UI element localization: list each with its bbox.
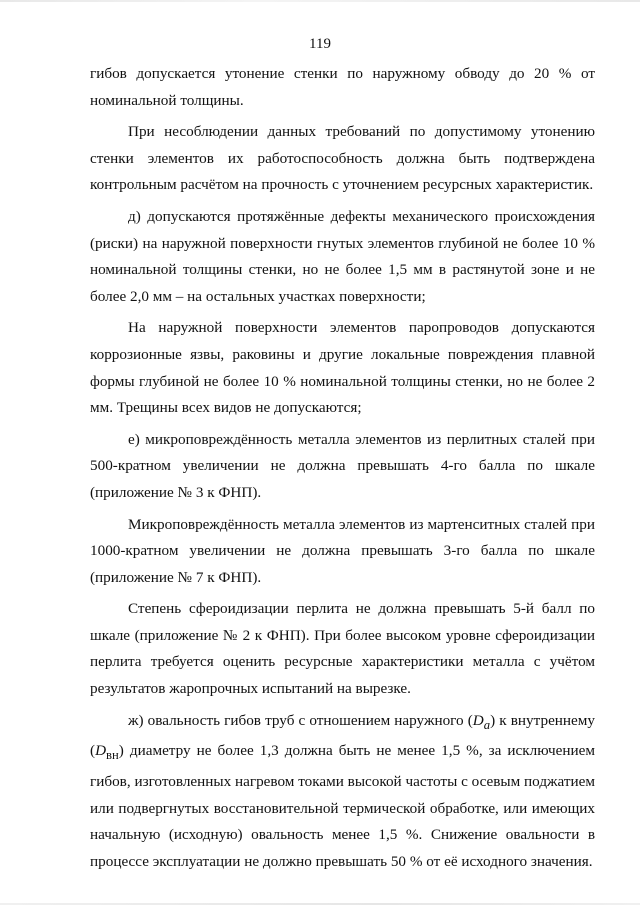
inner-diameter-subscript: вн <box>106 748 119 763</box>
body-text <box>90 61 595 880</box>
paragraph-item-e-pearlitic-microdamage: е) микроповреждённость металла элементов из перлитных сталей при 500-кратном увеличении не должна превышать 4-го балла по шкале (приложение № 3 к ФНП). <box>90 430 595 501</box>
inner-diameter-symbol: D <box>95 742 107 760</box>
paragraph-pearlite-spheroidization: Степень сфероидизации перлита не должна превышать 5-й балл по шкале (приложение № 2 к ФНП). При более высоком уровне сфероидизации перлита требуется оценить ресурсные характеристики металла с учётом результатов жаропрочных испытаний на вырезке. <box>90 600 595 698</box>
outer-diameter-subscript: a <box>483 717 491 732</box>
paragraph-item-d-mechanical-defects: д) допускаются протяжённые дефекты механического происхождения (риски) на наружной поверхности гнутых элементов глубиной не более 10 % номинальной толщины стенки, но не более 1,5 мм в растянутой зоне и не более 2,0 мм – на остальных участках поверхности; <box>90 207 595 305</box>
ovality-text-part3: ) диаметру не более 1,3 должна быть не менее 1,5 %, за исключением гибов, изготовленных нагревом токами высокой частоты с осевым поджатием или подвергнутых восстановительной термической обработке, или имеющих начальную (исходную) овальность менее 1,5 %. Снижение овальности в процессе эксплуатации не должно превышать 50 % от её исходного значения. <box>90 742 596 870</box>
paragraph-continuation: гибов допускается утонение стенки по наружному обводу до 20 % от номинальной толщины. <box>90 65 595 109</box>
paragraph-martensitic-microdamage: Микроповреждённость металла элементов из мартенситных сталей при 1000-кратном увеличении не должна превышать 3-го балла по шкале (приложение № 7 к ФНП). <box>90 515 595 586</box>
outer-diameter-symbol: D <box>472 711 484 729</box>
ovality-text-part2: ) к внутреннему ( <box>90 711 596 760</box>
paragraph-item-zh-ovality <box>90 708 595 876</box>
scan-edge-top <box>0 0 640 2</box>
paragraph-strength-calculation: При несоблюдении данных требований по допустимому утонению стенки элементов их работоспособность должна быть подтверждена контрольным расчётом на прочность с уточнением ресурсных характеристик. <box>90 123 595 194</box>
page-number: 119 <box>309 36 331 52</box>
ovality-text-part1: ж) овальность гибов труб с отношением наружного ( <box>128 711 473 729</box>
paragraph-corrosion-defects: На наружной поверхности элементов паропроводов допускаются коррозионные язвы, раковины и другие локальные повреждения плавной формы глубиной не более 10 % номинальной толщины стенки, но не более 2 мм. Трещины всех видов не допускаются; <box>90 319 595 417</box>
